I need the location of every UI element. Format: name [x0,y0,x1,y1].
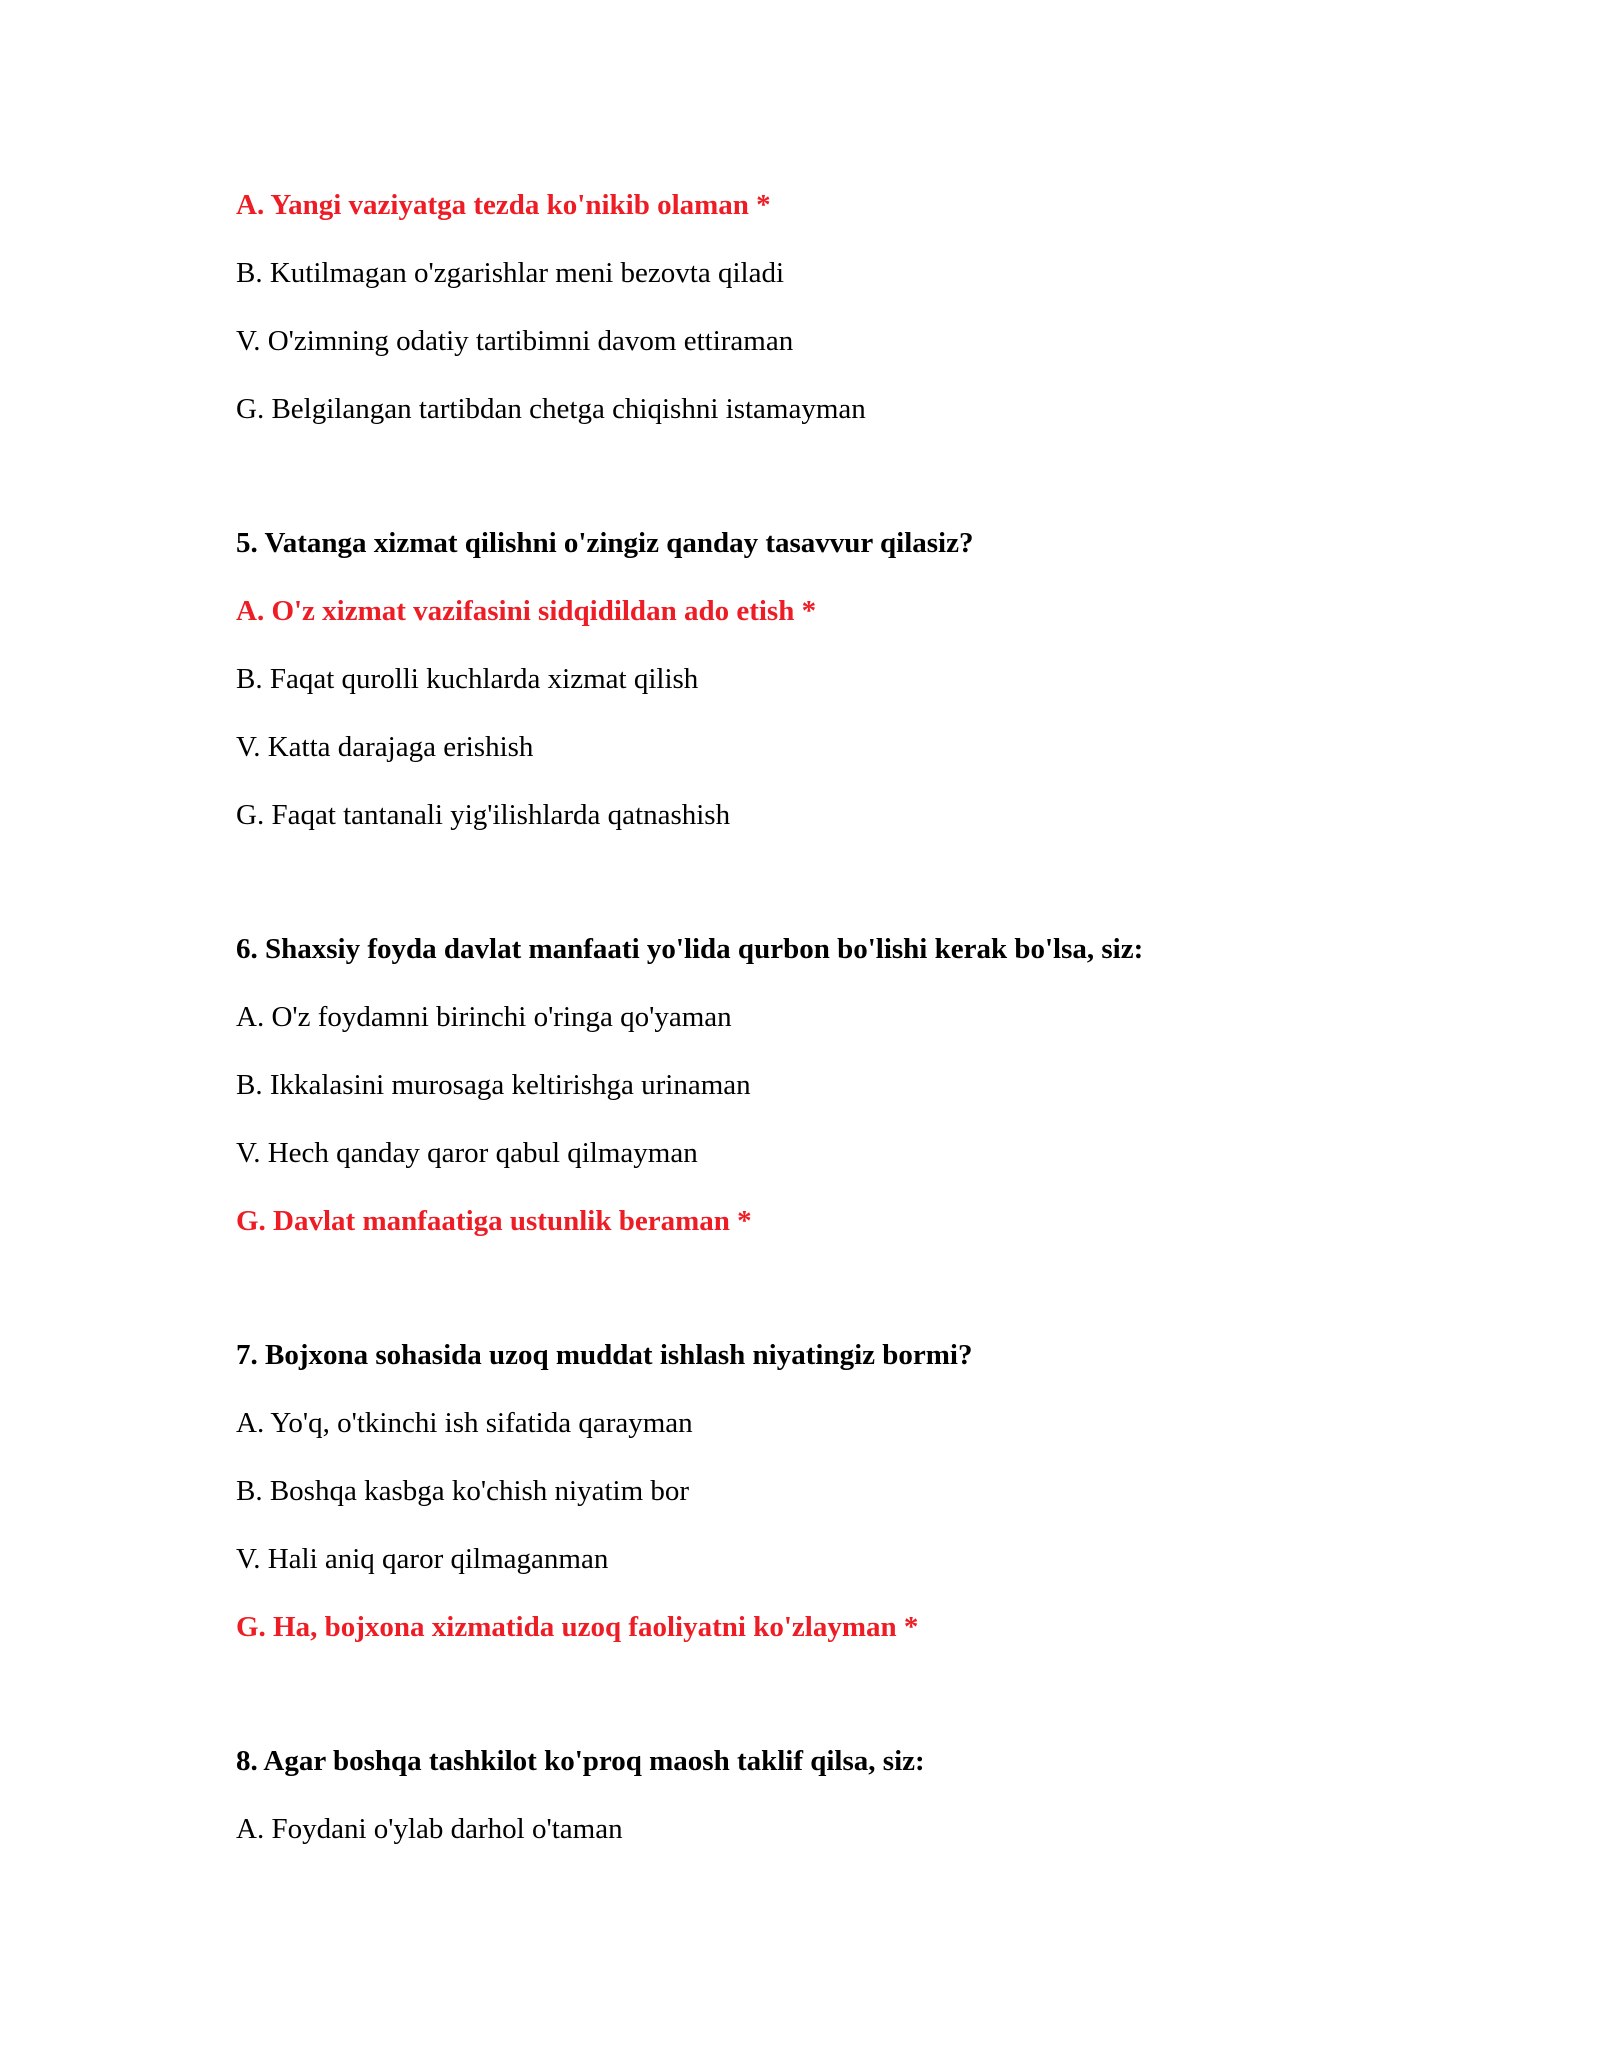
answer-option-correct: G. Ha, bojxona xizmatida uzoq faoliyatni ko'zlayman * [236,1611,919,1643]
answer-option: B. Ikkalasini murosaga keltirishga urinaman [236,1069,751,1101]
answer-option: A. O'z foydamni birinchi o'ringa qo'yaman [236,1001,732,1033]
answer-option: A. Foydani o'ylab darhol o'taman [236,1813,623,1845]
block-spacer [236,1270,1436,1336]
answer-option: V. Hech qanday qaror qabul qilmayman [236,1137,698,1169]
question-block [236,930,1436,1240]
answer-option-correct: A. O'z xizmat vazifasini sidqidildan ado etish * [236,595,817,627]
block-spacer [236,864,1436,930]
answer-option: G. Belgilangan tartibdan chetga chiqishni istamayman [236,393,866,425]
answer-option: B. Boshqa kasbga ko'chish niyatim bor [236,1475,690,1507]
answer-option-correct: G. Davlat manfaatiga ustunlik beraman * [236,1205,752,1237]
answer-option: B. Faqat qurolli kuchlarda xizmat qilish [236,663,699,695]
answer-option: V. Katta darajaga erishish [236,731,534,763]
block-spacer [236,458,1436,524]
answer-option-correct: A. Yangi vaziyatga tezda ko'nikib olaman * [236,189,771,221]
question-text: 7. Bojxona sohasida uzoq muddat ishlash niyatingiz bormi? [236,1339,973,1371]
answer-option: G. Faqat tantanali yig'ilishlarda qatnashish [236,799,731,831]
quiz-content [236,186,1436,1878]
question-text: 8. Agar boshqa tashkilot ko'proq maosh taklif qilsa, siz: [236,1745,925,1777]
answer-option: V. Hali aniq qaror qilmaganman [236,1543,609,1575]
question-block [236,186,1436,428]
answer-option: V. O'zimning odatiy tartibimni davom ettiraman [236,325,794,357]
question-text: 6. Shaxsiy foyda davlat manfaati yo'lida qurbon bo'lishi kerak bo'lsa, siz: [236,933,1144,965]
question-block [236,1336,1436,1646]
question-text: 5. Vatanga xizmat qilishni o'zingiz qanday tasavvur qilasiz? [236,527,974,559]
question-block [236,524,1436,834]
answer-option: B. Kutilmagan o'zgarishlar meni bezovta qiladi [236,257,785,289]
answer-option: A. Yo'q, o'tkinchi ish sifatida qarayman [236,1407,693,1439]
question-block [236,1742,1436,1848]
block-spacer [236,1676,1436,1742]
